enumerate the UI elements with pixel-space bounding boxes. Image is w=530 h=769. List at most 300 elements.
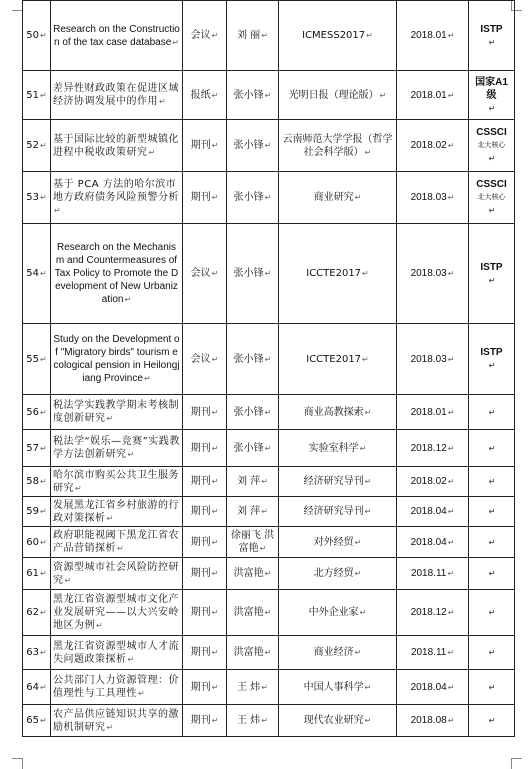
paragraph-mark-icon: ↵ bbox=[40, 507, 47, 516]
date-cell bbox=[397, 558, 469, 590]
venue-cell-text: 经济研究导刊 bbox=[303, 506, 364, 517]
date-cell-text: 2018.04 bbox=[410, 681, 447, 693]
venue-cell-text: 云南师范大学学报（哲学社会科学版） bbox=[282, 133, 393, 158]
publication-table bbox=[22, 0, 515, 737]
paragraph-mark-icon: ↵ bbox=[359, 608, 367, 617]
date-cell-text: 2018.08 bbox=[410, 715, 447, 726]
paragraph-mark-icon: ↵ bbox=[447, 682, 455, 692]
paragraph-mark-icon: ↵ bbox=[261, 716, 268, 725]
paragraph-mark-icon: ↵ bbox=[106, 513, 114, 523]
venue-cell-text: 北方经贸 bbox=[313, 568, 354, 579]
venue-cell bbox=[279, 670, 397, 705]
type-cell-text: 期刊 bbox=[190, 476, 211, 487]
title-cell bbox=[51, 395, 183, 430]
author-cell-text: 刘 萍 bbox=[237, 476, 261, 487]
author-cell-text: 张小锋 bbox=[233, 268, 264, 279]
paragraph-mark-icon: ↵ bbox=[264, 269, 272, 278]
paragraph-mark-icon: ↵ bbox=[124, 295, 132, 304]
venue-cell bbox=[279, 467, 397, 497]
paragraph-mark-icon: ↵ bbox=[40, 269, 47, 278]
venue-cell-text: ICMESS2017 bbox=[302, 30, 366, 41]
paragraph-mark-icon: ↵ bbox=[488, 648, 496, 657]
paragraph-mark-icon: ↵ bbox=[488, 608, 496, 617]
row-number-cell-text: 60 bbox=[26, 536, 40, 548]
paragraph-mark-icon: ↵ bbox=[359, 443, 367, 453]
date-cell-text: 2018.11 bbox=[410, 568, 447, 579]
paragraph-mark-icon: ↵ bbox=[40, 477, 47, 486]
paragraph-mark-icon: ↵ bbox=[447, 477, 455, 486]
index-sub-label: 北大核心 bbox=[477, 142, 506, 149]
author-cell-text: 洪富艳 bbox=[233, 607, 264, 618]
title-cell bbox=[51, 558, 183, 590]
title-cell-text: 基于国际比较的新型城镇化进程中税收政策研究 bbox=[53, 133, 179, 158]
row-number-cell-text: 63 bbox=[26, 647, 40, 658]
venue-cell bbox=[279, 705, 397, 737]
type-cell-text: 期刊 bbox=[190, 681, 211, 693]
index-cell bbox=[469, 1, 515, 71]
paragraph-mark-icon: ↵ bbox=[264, 141, 272, 150]
date-cell-text: 2018.01 bbox=[410, 406, 447, 418]
title-cell bbox=[51, 71, 183, 120]
paragraph-mark-icon: ↵ bbox=[364, 682, 372, 692]
author-cell bbox=[227, 636, 279, 670]
date-cell-text: 2018.03 bbox=[410, 353, 447, 365]
paragraph-mark-icon: ↵ bbox=[261, 31, 268, 40]
type-cell bbox=[183, 497, 227, 527]
paragraph-mark-icon: ↵ bbox=[127, 654, 135, 664]
date-cell-text: 2018.01 bbox=[410, 30, 447, 41]
crop-mark-bottom-right bbox=[511, 758, 522, 769]
crop-mark-bottom-left bbox=[12, 758, 23, 769]
paragraph-mark-icon: ↵ bbox=[264, 354, 272, 364]
index-label: 国家A1级 bbox=[475, 76, 508, 101]
paragraph-mark-icon: ↵ bbox=[264, 608, 272, 617]
date-cell bbox=[397, 172, 469, 224]
date-cell-text: 2018.02 bbox=[410, 476, 447, 487]
row-number-cell bbox=[23, 590, 51, 636]
title-cell-text: 税法学“娱乐—竞赛”实践教学方法创新研究 bbox=[53, 436, 180, 460]
row-number-cell bbox=[23, 224, 51, 324]
author-cell bbox=[227, 172, 279, 224]
paragraph-mark-icon: ↵ bbox=[447, 90, 455, 100]
title-cell-text: Research on the Construction of the tax case database bbox=[53, 23, 180, 48]
paragraph-mark-icon: ↵ bbox=[354, 193, 362, 202]
table-row bbox=[23, 527, 515, 558]
paragraph-mark-icon: ↵ bbox=[447, 716, 455, 725]
date-cell bbox=[397, 497, 469, 527]
paragraph-mark-icon: ↵ bbox=[488, 154, 496, 163]
author-cell-text: 刘 萍 bbox=[237, 506, 261, 517]
title-cell bbox=[51, 590, 183, 636]
type-cell-text: 期刊 bbox=[190, 442, 211, 454]
type-cell bbox=[183, 120, 227, 172]
author-cell-text: 张小锋 bbox=[233, 442, 264, 454]
table-row bbox=[23, 395, 515, 430]
paragraph-mark-icon: ↵ bbox=[40, 193, 47, 202]
paragraph-mark-icon: ↵ bbox=[264, 193, 272, 202]
title-cell bbox=[51, 324, 183, 395]
venue-cell-text: 实验室科学 bbox=[308, 442, 359, 454]
paragraph-mark-icon: ↵ bbox=[447, 608, 455, 617]
title-cell-text: 资源型城市社会风险防控研究 bbox=[53, 561, 179, 586]
title-cell bbox=[51, 172, 183, 224]
row-number-cell-text: 54 bbox=[26, 268, 40, 279]
paragraph-mark-icon: ↵ bbox=[40, 537, 47, 547]
table-row bbox=[23, 172, 515, 224]
type-cell-text: 期刊 bbox=[190, 647, 211, 658]
index-cell bbox=[469, 467, 515, 497]
paragraph-mark-icon: ↵ bbox=[211, 477, 219, 486]
paragraph-mark-icon: ↵ bbox=[447, 648, 455, 657]
title-cell-text: 公共部门人力资源管理：价值理性与工具理性 bbox=[53, 675, 179, 699]
paragraph-mark-icon: ↵ bbox=[261, 682, 268, 692]
paragraph-mark-icon: ↵ bbox=[211, 141, 219, 150]
paragraph-mark-icon: ↵ bbox=[40, 443, 47, 453]
venue-cell bbox=[279, 120, 397, 172]
type-cell bbox=[183, 430, 227, 467]
date-cell bbox=[397, 636, 469, 670]
table-row bbox=[23, 497, 515, 527]
index-cell bbox=[469, 590, 515, 636]
index-label: CSSCI bbox=[476, 127, 507, 138]
table-row bbox=[23, 467, 515, 497]
paragraph-mark-icon: ↵ bbox=[447, 569, 455, 578]
author-cell bbox=[227, 430, 279, 467]
paragraph-mark-icon: ↵ bbox=[447, 507, 455, 516]
index-label: ISTP bbox=[480, 23, 503, 35]
venue-cell-text: 中国人事科学 bbox=[303, 681, 364, 693]
row-number-cell-text: 51 bbox=[26, 89, 40, 101]
table-row bbox=[23, 324, 515, 395]
paragraph-mark-icon: ↵ bbox=[54, 206, 62, 215]
paragraph-mark-icon: ↵ bbox=[264, 648, 272, 657]
author-cell bbox=[227, 324, 279, 395]
type-cell-text: 报纸 bbox=[190, 89, 211, 101]
paragraph-mark-icon: ↵ bbox=[354, 537, 362, 547]
index-cell bbox=[469, 670, 515, 705]
row-number-cell bbox=[23, 636, 51, 670]
type-cell-text: 会议 bbox=[190, 30, 211, 41]
type-cell-text: 期刊 bbox=[190, 568, 211, 579]
type-cell bbox=[183, 1, 227, 71]
paragraph-mark-icon: ↵ bbox=[364, 407, 372, 417]
venue-cell-text: 对外经贸 bbox=[313, 536, 354, 548]
venue-cell-text: 商业经济 bbox=[313, 647, 354, 658]
row-number-cell-text: 53 bbox=[26, 192, 40, 203]
type-cell-text: 会议 bbox=[190, 353, 211, 365]
row-number-cell bbox=[23, 527, 51, 558]
paragraph-mark-icon: ↵ bbox=[40, 31, 47, 40]
date-cell bbox=[397, 527, 469, 558]
title-cell-text: 发展黑龙江省乡村旅游的行政对策探析 bbox=[53, 499, 179, 524]
index-cell bbox=[469, 120, 515, 172]
author-cell bbox=[227, 395, 279, 430]
venue-cell-text: 光明日报（理论版） bbox=[288, 89, 379, 101]
paragraph-mark-icon: ↵ bbox=[366, 31, 373, 40]
paragraph-mark-icon: ↵ bbox=[172, 37, 179, 47]
row-number-cell-text: 61 bbox=[26, 568, 40, 579]
paragraph-mark-icon: ↵ bbox=[211, 90, 219, 100]
paragraph-mark-icon: ↵ bbox=[264, 90, 272, 100]
paragraph-mark-icon: ↵ bbox=[354, 569, 362, 578]
paragraph-mark-icon: ↵ bbox=[211, 193, 219, 202]
paragraph-mark-icon: ↵ bbox=[488, 103, 496, 113]
table-row bbox=[23, 636, 515, 670]
title-cell-text: 差异性财政政策在促进区域经济协调发展中的作用 bbox=[53, 83, 179, 107]
row-number-cell bbox=[23, 497, 51, 527]
type-cell bbox=[183, 395, 227, 430]
row-number-cell-text: 57 bbox=[26, 442, 40, 454]
title-cell-text: 黑龙江省资源型城市文化产业发展研究——以大兴安岭地区为例 bbox=[53, 594, 179, 631]
paragraph-mark-icon: ↵ bbox=[211, 569, 219, 578]
title-cell-text: 政府职能视阈下黑龙江省农产品营销探析 bbox=[53, 530, 179, 554]
index-label: ISTP bbox=[480, 347, 503, 358]
venue-cell-text: 商业研究 bbox=[313, 192, 354, 203]
row-number-cell bbox=[23, 71, 51, 120]
paragraph-mark-icon: ↵ bbox=[159, 97, 167, 106]
author-cell bbox=[227, 527, 279, 558]
table-row bbox=[23, 430, 515, 467]
date-cell bbox=[397, 705, 469, 737]
paragraph-mark-icon: ↵ bbox=[64, 575, 72, 585]
paragraph-mark-icon: ↵ bbox=[364, 477, 372, 486]
paragraph-mark-icon: ↵ bbox=[264, 443, 272, 453]
paragraph-mark-icon: ↵ bbox=[447, 354, 455, 364]
title-cell-text: Research on the Mechanism and Countermeasures of Tax Policy to Promote the Development of New Urbanization bbox=[54, 242, 179, 305]
paragraph-mark-icon: ↵ bbox=[40, 648, 47, 657]
table-row bbox=[23, 71, 515, 120]
paragraph-mark-icon: ↵ bbox=[40, 608, 47, 617]
row-number-cell bbox=[23, 670, 51, 705]
author-cell-text: 洪富艳 bbox=[233, 647, 264, 658]
paragraph-mark-icon: ↵ bbox=[488, 507, 496, 516]
paragraph-mark-icon: ↵ bbox=[264, 407, 272, 417]
table-row bbox=[23, 224, 515, 324]
paragraph-mark-icon: ↵ bbox=[211, 537, 219, 547]
paragraph-mark-icon: ↵ bbox=[364, 507, 372, 516]
paragraph-mark-icon: ↵ bbox=[127, 450, 135, 459]
paragraph-mark-icon: ↵ bbox=[40, 716, 47, 725]
type-cell bbox=[183, 590, 227, 636]
row-number-cell-text: 55 bbox=[26, 353, 40, 365]
title-cell bbox=[51, 224, 183, 324]
paragraph-mark-icon: ↵ bbox=[211, 716, 219, 725]
title-cell bbox=[51, 670, 183, 705]
row-number-cell-text: 52 bbox=[26, 140, 40, 151]
row-number-cell-text: 64 bbox=[26, 681, 40, 693]
table-row bbox=[23, 558, 515, 590]
paragraph-mark-icon: ↵ bbox=[447, 269, 455, 278]
row-number-cell bbox=[23, 1, 51, 71]
venue-cell-text: 经济研究导刊 bbox=[303, 476, 364, 487]
date-cell-text: 2018.02 bbox=[410, 140, 447, 151]
index-cell bbox=[469, 224, 515, 324]
title-cell bbox=[51, 467, 183, 497]
paragraph-mark-icon: ↵ bbox=[264, 569, 272, 578]
table-row bbox=[23, 120, 515, 172]
venue-cell bbox=[279, 590, 397, 636]
author-cell-text: 张小锋 bbox=[233, 192, 264, 203]
paragraph-mark-icon: ↵ bbox=[211, 31, 219, 40]
author-cell-text: 洪富艳 bbox=[233, 568, 264, 579]
author-cell bbox=[227, 497, 279, 527]
paragraph-mark-icon: ↵ bbox=[117, 544, 125, 553]
paragraph-mark-icon: ↵ bbox=[488, 361, 496, 370]
publication-table-body bbox=[23, 1, 515, 737]
author-cell bbox=[227, 670, 279, 705]
index-label: ISTP bbox=[480, 261, 503, 273]
paragraph-mark-icon: ↵ bbox=[488, 407, 496, 417]
paragraph-mark-icon: ↵ bbox=[211, 682, 219, 692]
paragraph-mark-icon: ↵ bbox=[488, 206, 496, 215]
index-cell bbox=[469, 705, 515, 737]
index-label: CSSCI bbox=[476, 179, 507, 190]
paragraph-mark-icon: ↵ bbox=[447, 193, 455, 202]
author-cell bbox=[227, 467, 279, 497]
index-cell bbox=[469, 172, 515, 224]
index-cell bbox=[469, 395, 515, 430]
row-number-cell-text: 62 bbox=[26, 607, 40, 618]
row-number-cell bbox=[23, 430, 51, 467]
author-cell bbox=[227, 224, 279, 324]
paragraph-mark-icon: ↵ bbox=[447, 31, 455, 40]
author-cell-text: 张小锋 bbox=[233, 140, 264, 151]
author-cell bbox=[227, 71, 279, 120]
author-cell bbox=[227, 705, 279, 737]
index-cell bbox=[469, 527, 515, 558]
date-cell-text: 2018.03 bbox=[410, 268, 447, 279]
date-cell-text: 2018.04 bbox=[410, 536, 447, 548]
author-cell-text: 王 炜 bbox=[237, 715, 261, 726]
type-cell bbox=[183, 558, 227, 590]
type-cell-text: 期刊 bbox=[190, 406, 211, 418]
venue-cell bbox=[279, 324, 397, 395]
date-cell-text: 2018.12 bbox=[410, 442, 447, 454]
paragraph-mark-icon: ↵ bbox=[447, 443, 455, 453]
paragraph-mark-icon: ↵ bbox=[143, 374, 151, 383]
row-number-cell bbox=[23, 558, 51, 590]
paragraph-mark-icon: ↵ bbox=[211, 443, 219, 453]
row-number-cell-text: 65 bbox=[26, 715, 40, 726]
paragraph-mark-icon: ↵ bbox=[106, 414, 114, 423]
date-cell bbox=[397, 467, 469, 497]
paragraph-mark-icon: ↵ bbox=[211, 407, 219, 417]
title-cell-text: 黑龙江省资源型城市人才流失问题政策探析 bbox=[53, 640, 179, 665]
author-cell bbox=[227, 1, 279, 71]
row-number-cell-text: 50 bbox=[26, 30, 40, 41]
paragraph-mark-icon: ↵ bbox=[364, 716, 372, 725]
date-cell-text: 2018.03 bbox=[410, 192, 447, 203]
paragraph-mark-icon: ↵ bbox=[148, 147, 156, 157]
date-cell-text: 2018.04 bbox=[410, 506, 447, 517]
title-cell-text: 哈尔滨市购买公共卫生服务研究 bbox=[53, 469, 179, 494]
row-number-cell bbox=[23, 705, 51, 737]
paragraph-mark-icon: ↵ bbox=[362, 269, 369, 278]
venue-cell-text: ICCTE2017 bbox=[306, 353, 362, 365]
paragraph-mark-icon: ↵ bbox=[488, 569, 496, 578]
title-cell bbox=[51, 497, 183, 527]
type-cell bbox=[183, 527, 227, 558]
type-cell bbox=[183, 705, 227, 737]
paragraph-mark-icon: ↵ bbox=[488, 537, 496, 547]
row-number-cell bbox=[23, 324, 51, 395]
index-cell bbox=[469, 324, 515, 395]
paragraph-mark-icon: ↵ bbox=[364, 147, 372, 157]
date-cell bbox=[397, 324, 469, 395]
table-row bbox=[23, 590, 515, 636]
venue-cell-text: 商业高教探索 bbox=[303, 406, 364, 418]
paragraph-mark-icon: ↵ bbox=[362, 354, 369, 364]
title-cell-text: 基于 PCA 方法的哈尔滨市地方政府债务风险预警分析 bbox=[53, 179, 179, 203]
venue-cell bbox=[279, 1, 397, 71]
title-cell-text: Study on the Development of "Migratory birds" tourism ecological pension in Heilongjiang Province bbox=[53, 334, 180, 384]
paragraph-mark-icon: ↵ bbox=[40, 90, 47, 100]
paragraph-mark-icon: ↵ bbox=[211, 354, 219, 364]
paragraph-mark-icon: ↵ bbox=[211, 507, 219, 516]
type-cell bbox=[183, 224, 227, 324]
paragraph-mark-icon: ↵ bbox=[261, 477, 268, 486]
venue-cell bbox=[279, 395, 397, 430]
title-cell bbox=[51, 705, 183, 737]
paragraph-mark-icon: ↵ bbox=[259, 544, 267, 553]
index-sub-label: 北大核心 bbox=[477, 194, 506, 201]
venue-cell bbox=[279, 430, 397, 467]
venue-cell bbox=[279, 497, 397, 527]
date-cell bbox=[397, 395, 469, 430]
paragraph-mark-icon: ↵ bbox=[211, 608, 219, 617]
type-cell bbox=[183, 71, 227, 120]
type-cell bbox=[183, 172, 227, 224]
type-cell-text: 期刊 bbox=[190, 715, 211, 726]
date-cell bbox=[397, 590, 469, 636]
author-cell-text: 徐丽飞 洪富艳 bbox=[230, 530, 275, 554]
index-cell bbox=[469, 497, 515, 527]
paragraph-mark-icon: ↵ bbox=[211, 269, 219, 278]
paragraph-mark-icon: ↵ bbox=[447, 537, 455, 547]
paragraph-mark-icon: ↵ bbox=[488, 443, 496, 453]
row-number-cell bbox=[23, 395, 51, 430]
index-cell bbox=[469, 636, 515, 670]
date-cell bbox=[397, 120, 469, 172]
venue-cell-text: 中外企业家 bbox=[308, 607, 359, 618]
row-number-cell bbox=[23, 172, 51, 224]
paragraph-mark-icon: ↵ bbox=[488, 37, 496, 47]
date-cell-text: 2018.11 bbox=[410, 647, 447, 658]
author-cell-text: 刘 丽 bbox=[237, 30, 261, 41]
row-number-cell-text: 59 bbox=[26, 506, 40, 517]
title-cell bbox=[51, 527, 183, 558]
paragraph-mark-icon: ↵ bbox=[40, 682, 47, 692]
paragraph-mark-icon: ↵ bbox=[75, 483, 83, 493]
paragraph-mark-icon: ↵ bbox=[40, 569, 47, 578]
date-cell bbox=[397, 670, 469, 705]
author-cell bbox=[227, 590, 279, 636]
type-cell bbox=[183, 324, 227, 395]
row-number-cell bbox=[23, 467, 51, 497]
paragraph-mark-icon: ↵ bbox=[488, 477, 496, 486]
row-number-cell-text: 56 bbox=[26, 406, 40, 418]
type-cell-text: 期刊 bbox=[190, 140, 211, 151]
venue-cell bbox=[279, 71, 397, 120]
paragraph-mark-icon: ↵ bbox=[211, 648, 219, 657]
date-cell bbox=[397, 224, 469, 324]
type-cell-text: 期刊 bbox=[190, 192, 211, 203]
type-cell-text: 期刊 bbox=[190, 536, 211, 548]
date-cell bbox=[397, 71, 469, 120]
paragraph-mark-icon: ↵ bbox=[488, 275, 496, 285]
paragraph-mark-icon: ↵ bbox=[447, 407, 455, 417]
index-cell bbox=[469, 71, 515, 120]
